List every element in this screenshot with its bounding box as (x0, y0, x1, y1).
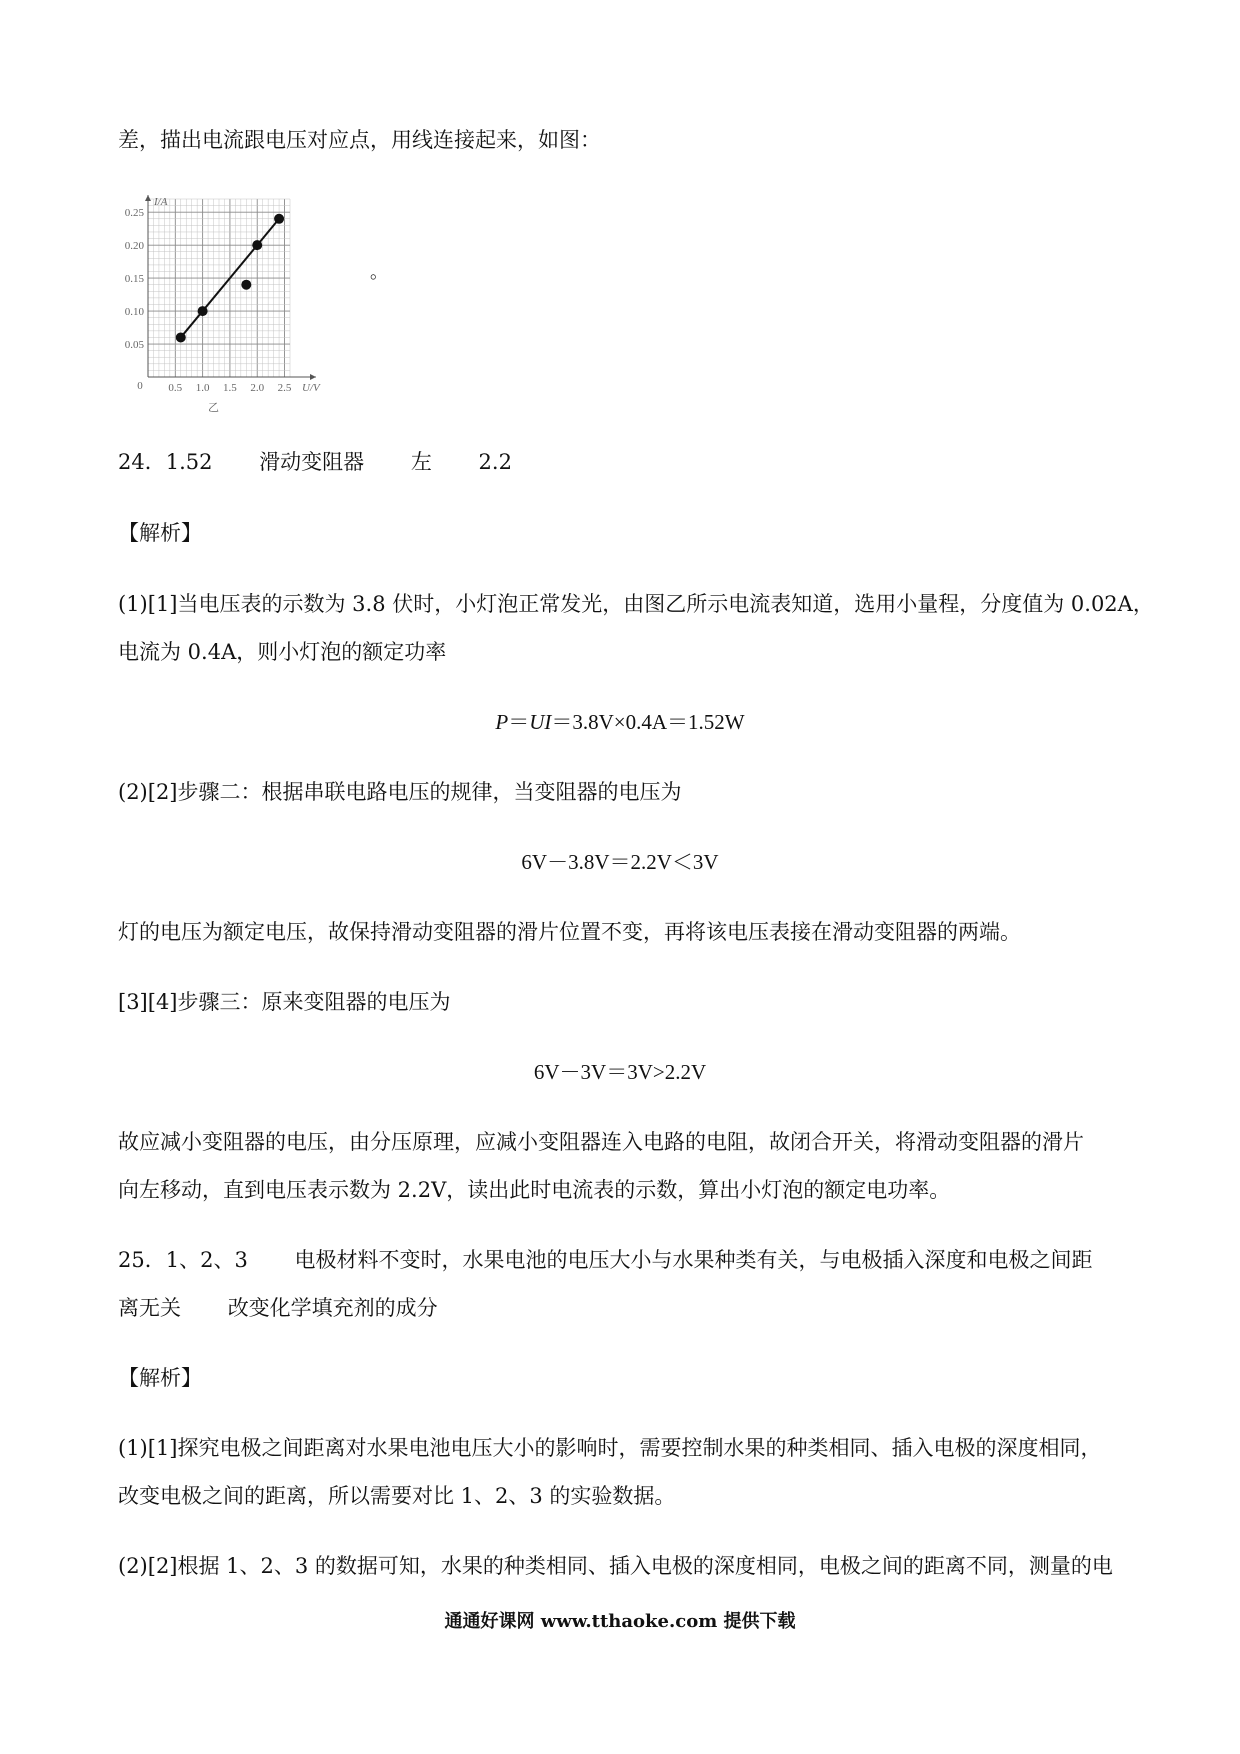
x-tick-label: 1.0 (195, 382, 210, 394)
q24-number: 24．1.52 (118, 450, 213, 474)
analysis-heading-2: 【解析】 (118, 1366, 202, 1390)
y-tick-label: 0.15 (124, 273, 144, 286)
equation-power-p: P (495, 710, 509, 734)
q24-analysis-p5-line1: 故应减小变阻器的电压，由分压原理，应减小变阻器连入电路的电阻，故闭合开关，将滑动变阻器的滑片 (118, 1130, 1084, 1154)
q25-answer-1: 电极材料不变时，水果电池的电压大小与水果种类有关，与电极插入深度和电极之间距 (294, 1248, 1093, 1272)
q24-analysis-p4: [3][4]步骤三：原来变阻器的电压为 (118, 990, 451, 1014)
q25-analysis-p1-line1: (1)[1]探究电极之间距离对水果电池电压大小的影响时，需要控制水果的种类相同、插入电极的深度相同， (118, 1436, 1102, 1460)
x-tick-label: 2.0 (250, 382, 265, 394)
chart-end-mark: 。 (370, 262, 388, 283)
y-axis-arrow (145, 195, 151, 201)
q25-number: 25．1、2、3 (118, 1248, 248, 1272)
figure-label: 乙 (208, 402, 220, 414)
q24-analysis-p1-line1: (1)[1]当电压表的示数为 3.8 伏时，小灯泡正常发光，由图乙所示电流表知道，选用小量程，分度值为 0.02A， (118, 592, 1154, 616)
y-axis-label: I/A (154, 196, 168, 208)
equation-voltage-1: 6V－3.8V＝2.2V＜3V (521, 850, 719, 874)
x-axis-label: U/V (302, 382, 320, 394)
q24-analysis-p3: 灯的电压为额定电压，故保持滑动变阻器的滑片位置不变，再将该电压表接在滑动变阻器的两端。 (118, 920, 1021, 944)
origin-label: 0 (137, 380, 143, 392)
q24-analysis-p1-line2: 电流为 0.4A，则小灯泡的额定功率 (118, 640, 447, 664)
y-tick-label: 0.20 (124, 240, 144, 253)
q24-answer-3: 2.2 (478, 450, 512, 474)
q25-answer-line1 (118, 1246, 1093, 1274)
equation-power-eq: ＝ (508, 710, 530, 734)
equation-power-ui: UI (529, 710, 552, 734)
q24-analysis-p2: (2)[2]步骤二：根据串联电路电压的规律，当变阻器的电压为 (118, 780, 682, 804)
q24-answer-1: 滑动变阻器 (259, 450, 365, 474)
data-point (176, 332, 186, 342)
page-footer: 通通好课网 www.tthaoke.com 提供下载 (444, 1611, 796, 1632)
x-axis-arrow (310, 374, 316, 380)
equation-voltage-2: 6V－3V＝3V>2.2V (533, 1060, 707, 1084)
q25-analysis-p1-line2: 改变电极之间的距离，所以需要对比 1、2、3 的实验数据。 (118, 1484, 676, 1508)
q25-answer-2: 改变化学填充剂的成分 (227, 1296, 438, 1320)
current-voltage-graph (108, 193, 378, 415)
q24-analysis-p5-line2: 向左移动，直到电压表示数为 2.2V，读出此时电流表的示数，算出小灯泡的额定电功率。 (118, 1178, 951, 1202)
y-tick-label: 0.10 (124, 306, 144, 319)
x-tick-label: 0.5 (168, 382, 183, 394)
q24-answer-line (118, 448, 512, 476)
x-tick-label: 1.5 (223, 382, 237, 394)
equation-power (0, 708, 1240, 736)
intro-line: 差，描出电流跟电压对应点，用线连接起来，如图： (118, 128, 601, 152)
data-point (198, 306, 208, 316)
q25-answer-1-end: 离无关 (118, 1296, 181, 1320)
equation-power-rest: ＝3.8V×0.4A＝1.52W (551, 710, 745, 734)
data-point (252, 240, 262, 250)
analysis-heading: 【解析】 (118, 521, 202, 545)
q25-analysis-p2-line1: (2)[2]根据 1、2、3 的数据可知，水果的种类相同、插入电极的深度相同，电极之间的距离不同，测量的电 (118, 1554, 1113, 1578)
data-point (274, 214, 284, 224)
y-tick-label: 0.05 (124, 339, 144, 352)
y-tick-label: 0.25 (124, 207, 144, 220)
q25-answer-line2 (118, 1294, 438, 1322)
data-point (241, 280, 251, 290)
q24-answer-2: 左 (410, 450, 432, 474)
x-tick-label: 2.5 (277, 382, 292, 394)
